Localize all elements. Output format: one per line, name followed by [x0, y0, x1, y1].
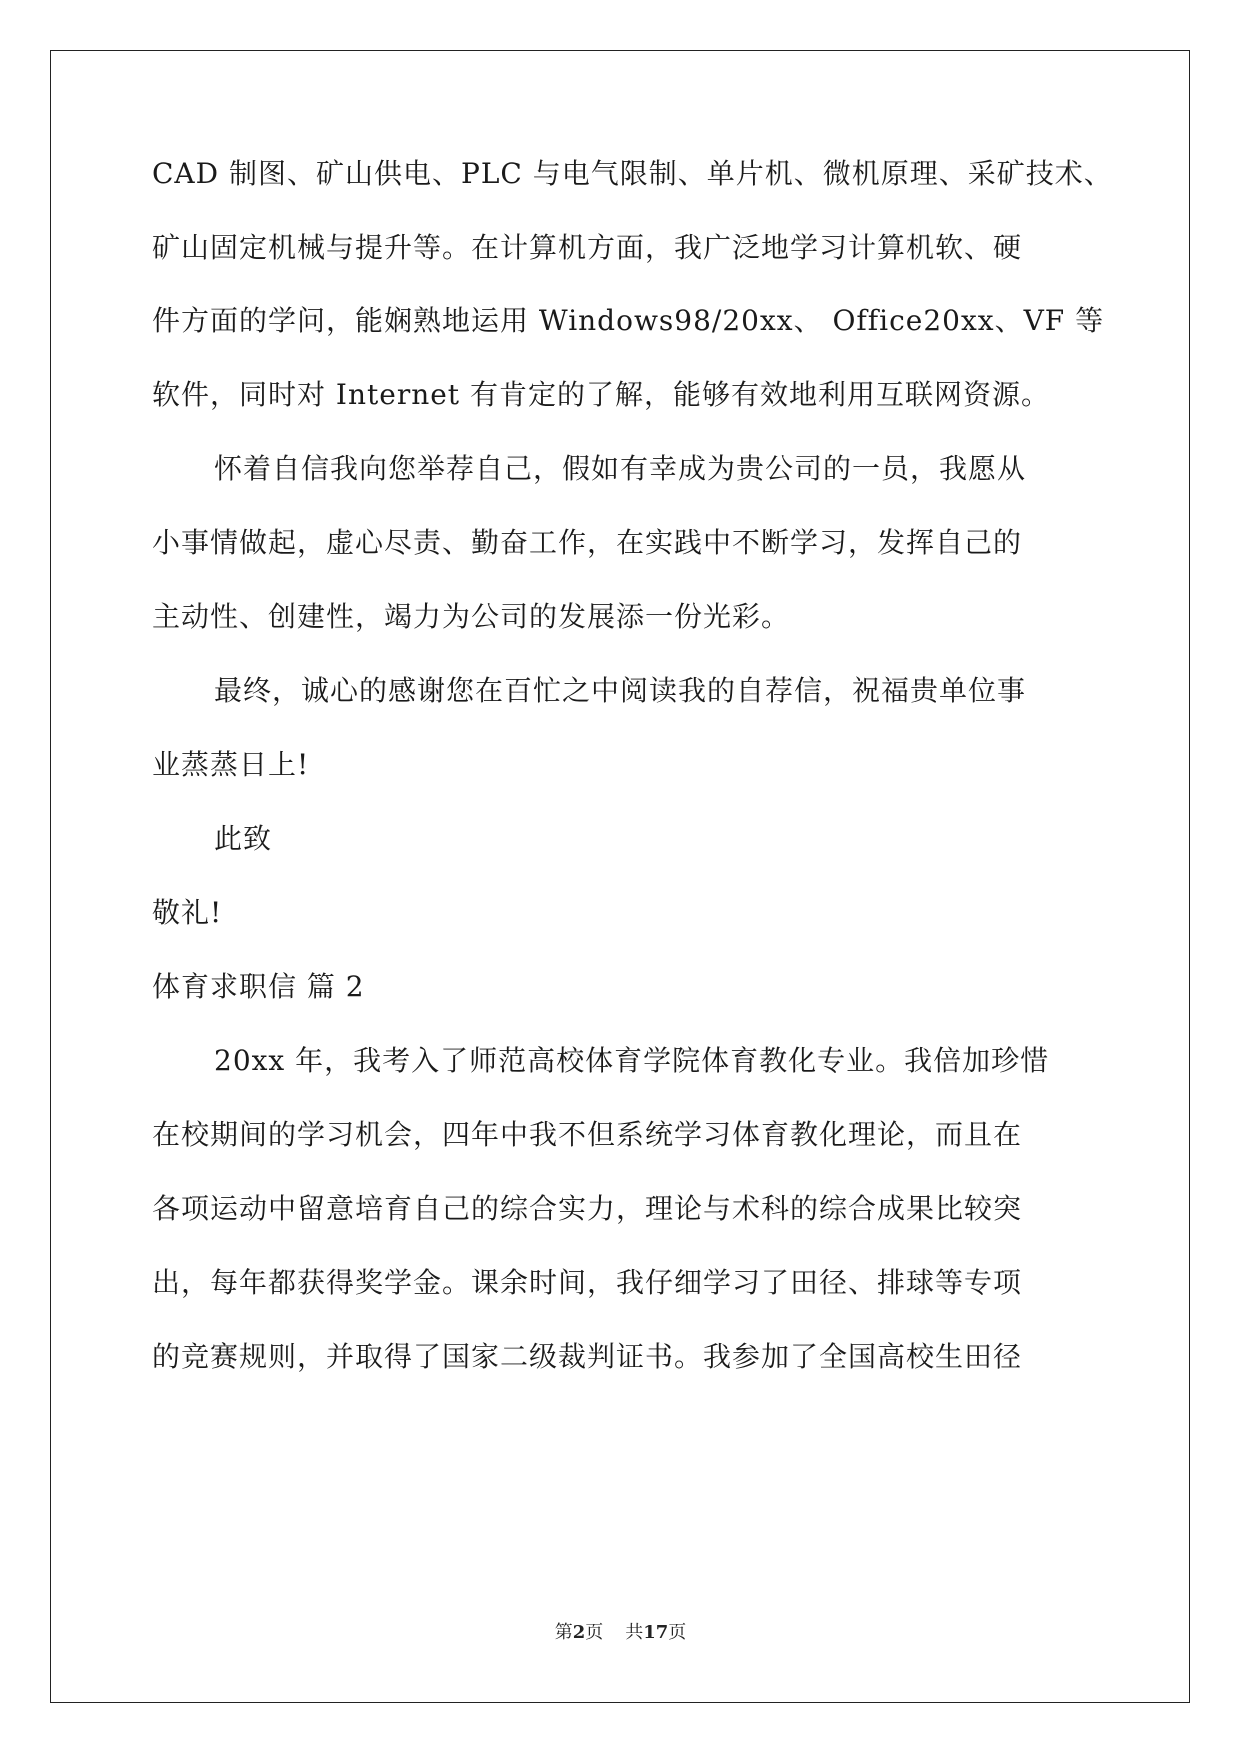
- body-line: 各项运动中留意培育自己的综合实力，理论与术科的综合成果比较突: [152, 1192, 1023, 1225]
- footer-total-suffix: 页: [668, 1622, 687, 1643]
- footer-total-pages: 17: [643, 1622, 669, 1643]
- body-line: 业蒸蒸日上!: [152, 748, 310, 781]
- closing-line: 敬礼!: [152, 896, 223, 929]
- page-border: [50, 50, 1190, 1703]
- closing-line: 此致: [214, 822, 273, 855]
- body-line: 矿山固定机械与提升等。在计算机方面，我广泛地学习计算机软、硬: [152, 231, 1023, 264]
- body-line: 件方面的学问，能娴熟地运用 Windows98/20xx、 Office20xx、VF 等: [152, 304, 1105, 337]
- body-line: 软件，同时对 Internet 有肯定的了解，能够有效地利用互联网资源。: [152, 378, 1050, 411]
- footer-page-suffix: 页: [585, 1622, 604, 1643]
- footer-prefix: 第: [554, 1622, 573, 1643]
- section-heading: 体育求职信 篇 2: [152, 970, 365, 1003]
- body-line: 主动性、创建性，竭力为公司的发展添一份光彩。: [152, 600, 791, 633]
- body-line: 怀着自信我向您举荐自己，假如有幸成为贵公司的一员，我愿从: [214, 452, 1027, 485]
- body-line: 的竞赛规则，并取得了国家二级裁判证书。我参加了全国高校生田径: [152, 1340, 1023, 1373]
- footer-total-prefix: 共: [625, 1622, 644, 1643]
- page-footer: [0, 1622, 1241, 1644]
- body-line: 在校期间的学习机会，四年中我不但系统学习体育教化理论，而且在: [152, 1118, 1023, 1151]
- body-line: 小事情做起，虚心尽责、勤奋工作，在实践中不断学习，发挥自己的: [152, 526, 1023, 559]
- body-line: CAD 制图、矿山供电、PLC 与电气限制、单片机、微机原理、采矿技术、: [152, 157, 1113, 190]
- body-line: 最终，诚心的感谢您在百忙之中阅读我的自荐信，祝福贵单位事: [214, 674, 1027, 707]
- footer-page-number: 2: [572, 1622, 586, 1643]
- body-line: 出，每年都获得奖学金。课余时间，我仔细学习了田径、排球等专项: [152, 1266, 1023, 1299]
- body-line: 20xx 年，我考入了师范高校体育学院体育教化专业。我倍加珍惜: [214, 1044, 1050, 1077]
